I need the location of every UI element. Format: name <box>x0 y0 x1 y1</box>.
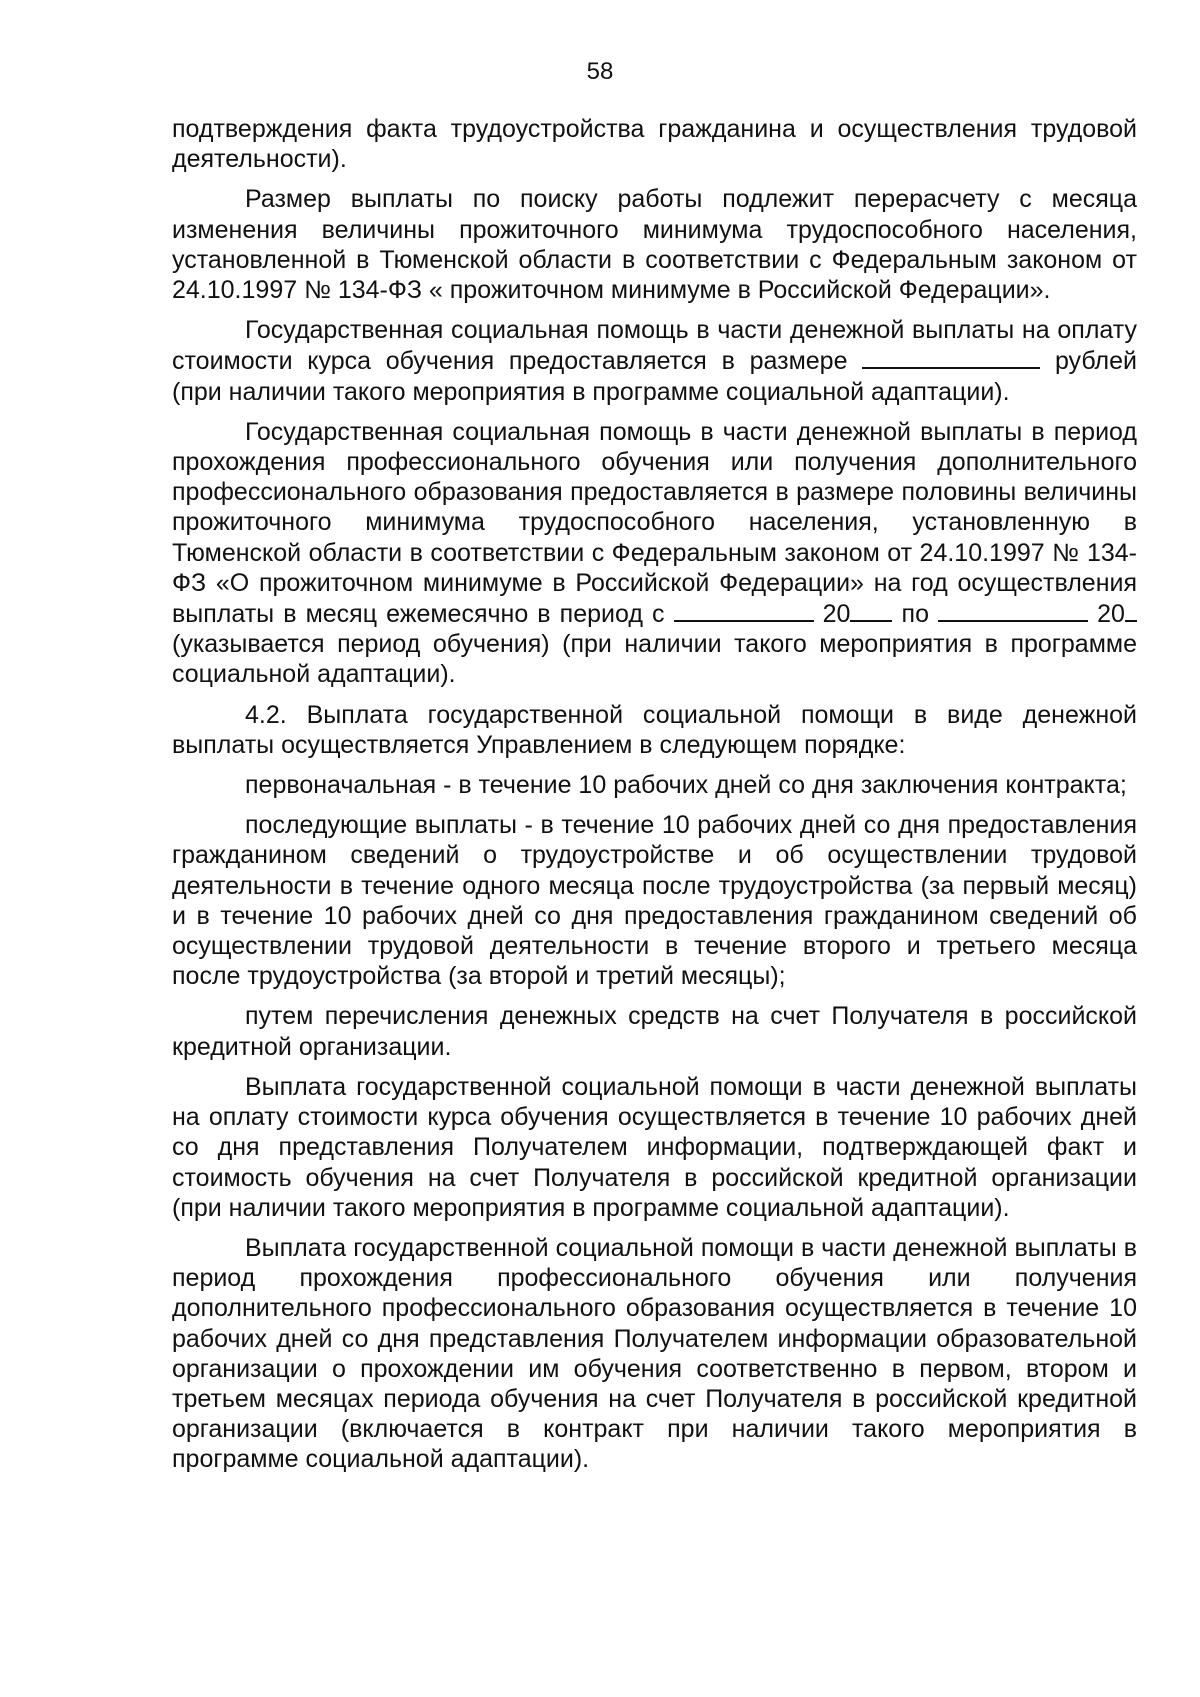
period-start-date-blank <box>674 598 814 622</box>
paragraph-job-search-recalculation: Размер выплаты по поиску работы подлежит перерасчету с месяца изменения величины прожиточного минимума трудоспособного населения, установленной в Тюменской области в соответствии с Федеральным законом от 24.10.1997 № 134-ФЗ « прожиточном минимуме в Российской Федерации». <box>172 185 1137 305</box>
paragraph-transfer-method: путем перечисления денежных средств на счет Получателя в российской кредитной организации. <box>172 1002 1137 1061</box>
paragraph-course-payment-timing: Выплата государственной социальной помощи в части денежной выплаты на оплату стоимости курса обучения осуществляется в течение 10 рабочих дней со дня представления Получателем информации, подтверждающей факт и стоимость обучения на счет Получателя в российской кредитной организации (при наличии такого мероприятия в программе социальной адаптации). <box>172 1072 1137 1222</box>
period-start-year-prefix: 20 <box>822 600 851 629</box>
page-number: 58 <box>586 58 614 85</box>
paragraph-training-payment-timing: Выплата государственной социальной помощи в части денежной выплаты в период прохождения профессионального обучения или получения дополнительного профессионального образования осуществляется в течение 10 рабочих дней со дня представления Получателем информации образовательной организации о прохождении им обучения соответственно в первом, втором и третьем месяцах периода обучения на счет Получателя в российской кредитной организации (включается в контракт при наличии такого мероприятия в программе социальной адаптации). <box>172 1233 1137 1474</box>
course-cost-amount-blank <box>862 345 1040 369</box>
period-end-date-blank <box>938 598 1088 622</box>
paragraph-course-cost-payment <box>172 315 1137 407</box>
paragraph-section-4-2: 4.2. Выплата государственной социальной помощи в виде денежной выплаты осуществляется Управлением в следующем порядке: <box>172 700 1137 759</box>
course-cost-text: Государственная социальная помощь в части денежной выплаты на оплату стоимости курса обучения предоставляется в размере <box>172 316 1137 376</box>
document-body <box>172 114 1137 1475</box>
training-payment-text: Государственная социальная помощь в части денежной выплаты в период прохождения профессионального обучения или получения дополнительного профессионального образования предоставляется в размере половины величины прожиточного минимума трудоспособного населения, установленную в Тюменской области в соответствии с Федеральным законом от 24.10.1997 № 134-ФЗ «О прожиточном минимуме в Российской Федерации» на год осуществления выплаты в месяц ежемесячно в период с <box>172 417 1137 629</box>
paragraph-subsequent-payments: последующие выплаты - в течение 10 рабочих дней со дня предоставления гражданином сведений о трудоустройстве и об осуществлении трудовой деятельности в течение одного месяца после трудоустройства (за первый месяц) и в течение 10 рабочих дней со дня предоставления гражданином сведений об осуществлении трудовой деятельности в течение второго и третьего месяца после трудоустройства (за второй и третий месяцы); <box>172 811 1137 991</box>
paragraph-employment-confirmation: подтверждения факта трудоустройства гражданина и осуществления трудовой деятельности). <box>172 115 1137 174</box>
paragraph-training-period-payment <box>172 417 1137 690</box>
period-start-year-blank <box>850 598 892 622</box>
period-end-year-prefix: 20 <box>1097 600 1125 629</box>
course-cost-text-tail: рублей (при наличии такого мероприятия в программе социальной адаптации). <box>172 347 1137 406</box>
period-to-word: по <box>901 600 929 629</box>
training-payment-text-tail: (указывается период обучения) (при наличии такого мероприятия в программе социальной адаптации). <box>172 630 1137 689</box>
paragraph-initial-payment: первоначальная - в течение 10 рабочих дней со дня заключения контракта; <box>245 771 1127 800</box>
period-end-year-blank <box>1125 598 1137 622</box>
